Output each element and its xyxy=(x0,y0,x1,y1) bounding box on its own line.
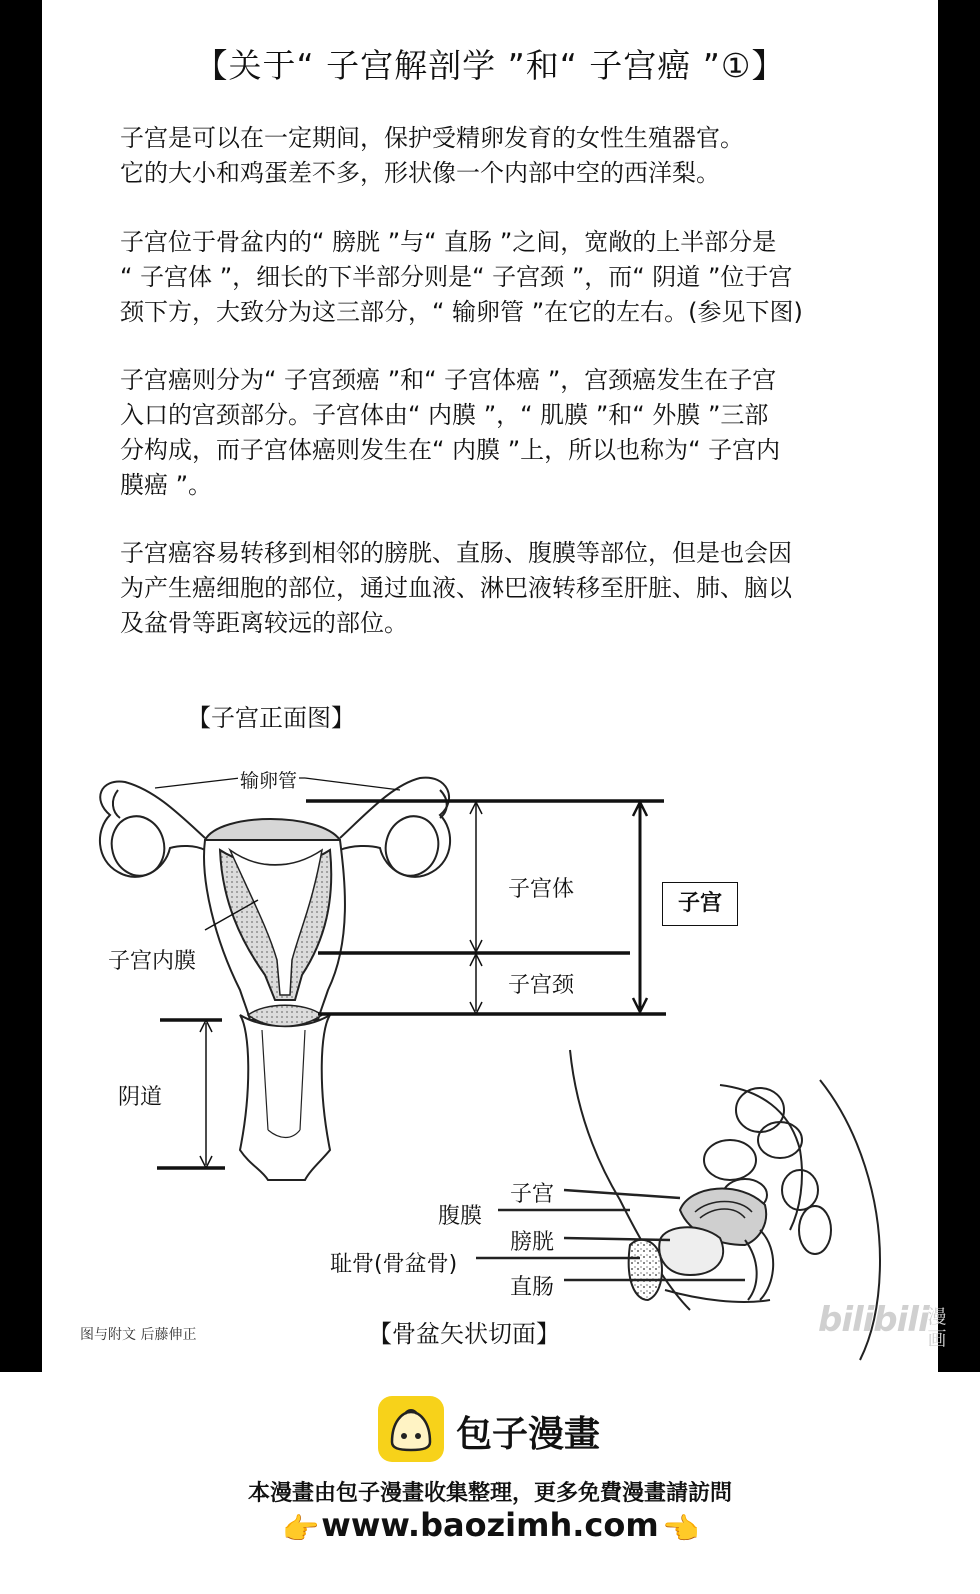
label-peritoneum: 腹膜 xyxy=(438,1204,483,1229)
text-line: 为产生癌细胞的部位，通过血液、淋巴液转移至肝脏、肺、脑以 xyxy=(120,574,792,602)
label-uterine-body: 子宫体 xyxy=(508,877,575,902)
text-line: 子宫癌则分为“ 子宫颈癌 ”和“ 子宫体癌 ”，宫颈癌发生在子宫 xyxy=(120,366,777,394)
text-line: 子宫是可以在一定期间，保护受精卵发育的女性生殖器官。 xyxy=(120,124,744,152)
label-uterus-box: 子宫 xyxy=(662,882,738,926)
watermark-sub: 漫画 xyxy=(927,1306,947,1350)
baozi-logo xyxy=(378,1396,444,1462)
label-bladder: 膀胱 xyxy=(510,1230,555,1255)
watermark-logo: bilibili xyxy=(818,1300,929,1340)
text-line: 分构成，而子宫体癌则发生在“ 内膜 ”上，所以也称为“ 子宫内 xyxy=(120,436,781,464)
label-endometrium: 子宫内膜 xyxy=(108,949,197,974)
pointing-right-icon: 👉 xyxy=(282,1512,320,1547)
label-cervix: 子宫颈 xyxy=(508,973,575,998)
page-title: 【关于“ 子宫解剖学 ”和“ 子宫癌 ”①】 xyxy=(194,46,786,85)
uterus-front-illustration xyxy=(100,778,450,1180)
label-sagittal-uterus: 子宫 xyxy=(510,1182,555,1207)
illustration-credit: 图与附文 后藤伸正 xyxy=(80,1327,197,1343)
label-rectum: 直肠 xyxy=(510,1275,555,1300)
label-pubis: 耻骨(骨盆骨) xyxy=(330,1252,458,1277)
text-line: “ 子宫体 ”，细长的下半部分则是“ 子宫颈 ”，而“ 阴道 ”位于宫 xyxy=(120,263,793,291)
label-vagina: 阴道 xyxy=(118,1085,163,1110)
label-fallopian-tube: 输卵管 xyxy=(238,766,299,793)
text-line: 及盆骨等距离较远的部位。 xyxy=(120,609,408,637)
bun-icon xyxy=(378,1396,444,1462)
text-line: 子宫位于骨盆内的“ 膀胱 ”与“ 直肠 ”之间，宽敞的上半部分是 xyxy=(120,228,777,256)
text-line: 颈下方，大致分为这三部分，“ 输卵管 ”在它的左右。(参见下图) xyxy=(120,298,803,326)
front-view-heading: 【子宫正面图】 xyxy=(187,704,355,732)
footer-url-link[interactable]: www.baozimh.com xyxy=(321,1506,659,1544)
text-line: 子宫癌容易转移到相邻的膀胱、直肠、腹膜等部位，但是也会因 xyxy=(120,539,792,567)
footer-notice: 本漫畫由包子漫畫收集整理，更多免費漫畫請訪問 xyxy=(247,1481,732,1506)
text-line: 入口的宫颈部分。子宫体由“ 内膜 ”，“ 肌膜 ”和“ 外膜 ”三部 xyxy=(120,401,769,429)
sagittal-view-heading: 【骨盆矢状切面】 xyxy=(368,1320,560,1348)
text-line: 它的大小和鸡蛋差不多，形状像一个内部中空的西洋梨。 xyxy=(120,159,720,187)
footer-brand: 包子漫畫 xyxy=(456,1414,601,1455)
text-line: 膜癌 ”。 xyxy=(120,471,213,499)
pointing-left-icon: 👈 xyxy=(662,1512,700,1547)
